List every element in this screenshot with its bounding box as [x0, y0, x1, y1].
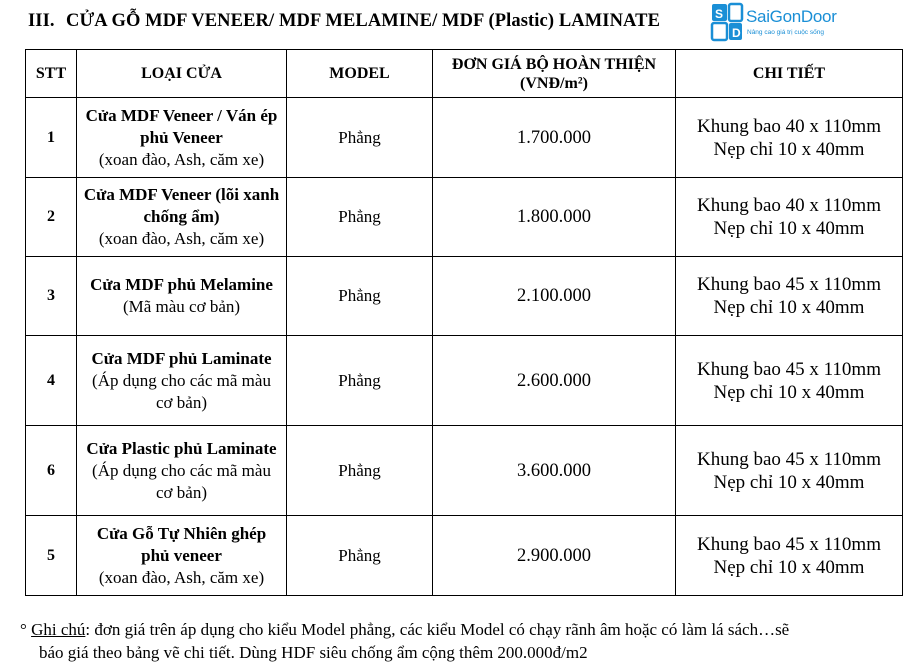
table-row — [26, 516, 903, 596]
detail-frame: Khung bao 40 x 110mm — [696, 115, 881, 137]
cell-detail — [676, 426, 903, 516]
cell-door-type — [77, 257, 287, 336]
detail-frame: Khung bao 45 x 110mm — [696, 274, 881, 295]
section-title: CỬA GỖ MDF VENEER/ MDF MELAMINE/ MDF (Plastic) LAMINATE — [66, 11, 661, 31]
footnote-label: Ghi chú — [31, 620, 86, 639]
cell-price: 1.800.000 — [433, 178, 676, 257]
header-stt: STT — [26, 50, 77, 98]
door-logo-icon — [710, 2, 744, 42]
cell-stt: 1 — [26, 98, 77, 178]
header-unit-price — [433, 50, 676, 98]
cell-model: Phẳng — [287, 178, 433, 257]
footnote-text-line2: báo giá theo bảng vẽ chi tiết. Dùng HDF siêu chống ẩm cộng thêm 200.000đ/m2 — [39, 643, 588, 662]
detail-trim: Nẹp chỉ 10 x 40mm — [713, 556, 865, 578]
detail-trim: Nẹp chỉ 10 x 40mm — [713, 218, 865, 239]
cell-door-type — [77, 336, 287, 426]
cell-door-type — [77, 516, 287, 596]
cell-price: 2.900.000 — [433, 516, 676, 596]
detail-frame: Khung bao 45 x 110mm — [696, 533, 881, 555]
cell-stt: 5 — [26, 516, 77, 596]
cell-price: 2.100.000 — [433, 257, 676, 336]
door-type-note: (Áp dụng cho các mã màu cơ bản) — [92, 460, 271, 502]
cell-stt: 4 — [26, 336, 77, 426]
cell-door-type — [77, 98, 287, 178]
footnote-text-line1: : đơn giá trên áp dụng cho kiểu Model phẳng, các kiểu Model có chạy rãnh âm hoặc có làm lá sách…sẽ — [85, 620, 790, 639]
door-type-note: (xoan đào, Ash, căm xe) — [98, 229, 265, 248]
header-model: MODEL — [287, 50, 433, 98]
door-type-name: Cửa Gỗ Tự Nhiên ghép phủ veneer — [96, 523, 267, 565]
cell-door-type — [77, 426, 287, 516]
detail-frame: Khung bao 45 x 110mm — [696, 358, 881, 380]
footnote — [20, 618, 905, 664]
section-number: III. — [28, 11, 55, 31]
door-type-note: (Áp dụng cho các mã màu cơ bản) — [92, 370, 271, 412]
cell-detail — [676, 336, 903, 426]
cell-model: Phẳng — [287, 257, 433, 336]
logo-name: SaiGonDoor — [746, 7, 837, 26]
header-detail: CHI TIẾT — [676, 50, 903, 98]
cell-price: 2.600.000 — [433, 336, 676, 426]
cell-model: Phẳng — [287, 336, 433, 426]
detail-trim: Nẹp chỉ 10 x 40mm — [713, 297, 865, 318]
detail-frame: Khung bao 40 x 110mm — [696, 195, 881, 216]
cell-price: 1.700.000 — [433, 98, 676, 178]
saigondoor-logo — [710, 2, 840, 44]
detail-trim: Nẹp chỉ 10 x 40mm — [713, 471, 865, 493]
table-row — [26, 178, 903, 257]
footnote-bullet: ° — [20, 620, 27, 639]
cell-stt: 6 — [26, 426, 77, 516]
cell-model: Phẳng — [287, 426, 433, 516]
detail-trim: Nẹp chỉ 10 x 40mm — [713, 381, 865, 403]
header-door-type: LOẠI CỬA — [77, 50, 287, 98]
door-type-name: Cửa MDF phủ Melamine — [90, 275, 273, 294]
door-type-note: (Mã màu cơ bản) — [122, 297, 241, 316]
cell-door-type — [77, 178, 287, 257]
table-row — [26, 336, 903, 426]
table-header-row — [26, 50, 903, 98]
table-row — [26, 426, 903, 516]
section-heading — [28, 11, 660, 32]
table-row — [26, 98, 903, 178]
cell-model: Phẳng — [287, 98, 433, 178]
cell-detail — [676, 257, 903, 336]
cell-detail — [676, 516, 903, 596]
header-price-line1: ĐƠN GIÁ BỘ HOÀN THIỆN — [451, 55, 657, 73]
cell-stt: 3 — [26, 257, 77, 336]
door-type-name: Cửa MDF Veneer / Ván ép phủ Veneer — [85, 105, 278, 147]
cell-stt: 2 — [26, 178, 77, 257]
cell-model: Phẳng — [287, 516, 433, 596]
logo-tagline: Nâng cao giá trị cuộc sống — [747, 29, 824, 36]
detail-trim: Nẹp chỉ 10 x 40mm — [713, 138, 865, 160]
svg-text:S: S — [715, 7, 724, 21]
door-type-name: Cửa MDF phủ Laminate — [91, 348, 272, 368]
cell-price: 3.600.000 — [433, 426, 676, 516]
detail-frame: Khung bao 45 x 110mm — [696, 448, 881, 470]
table-row — [26, 257, 903, 336]
svg-text:D: D — [732, 26, 741, 40]
cell-detail — [676, 178, 903, 257]
door-type-name: Cửa MDF Veneer (lõi xanh chống ẩm) — [83, 185, 280, 226]
door-type-name: Cửa Plastic phủ Laminate — [86, 438, 277, 458]
door-type-note: (xoan đào, Ash, căm xe) — [98, 149, 265, 169]
cell-detail — [676, 98, 903, 178]
header-price-line2: (VNĐ/m²) — [520, 74, 588, 92]
door-type-note: (xoan đào, Ash, căm xe) — [98, 567, 265, 587]
price-table — [25, 49, 903, 596]
